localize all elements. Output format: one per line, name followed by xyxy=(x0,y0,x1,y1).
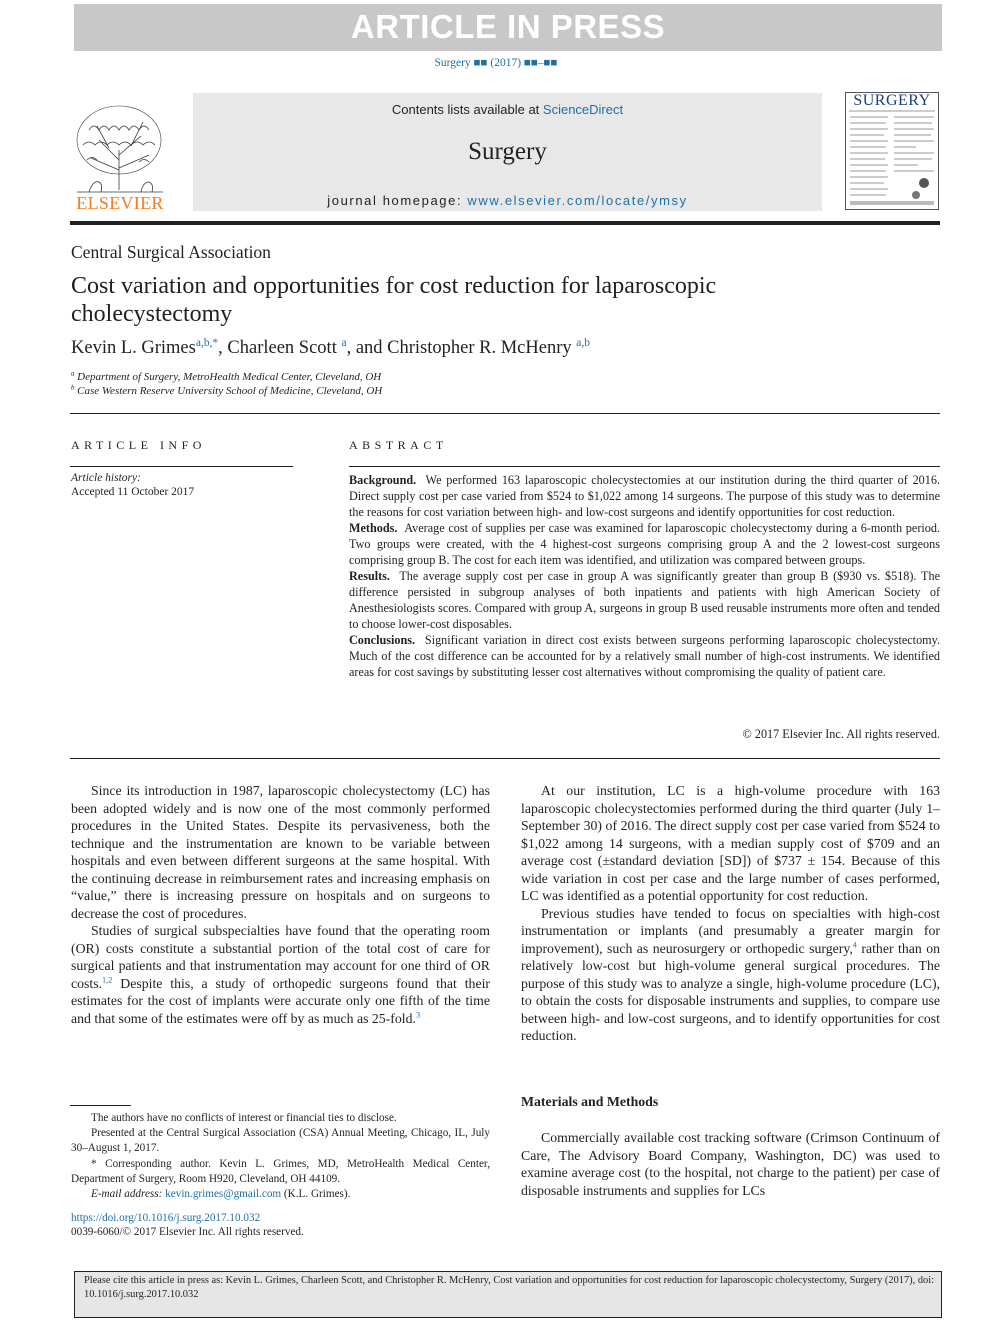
issn-line: 0039-6060/© 2017 Elsevier Inc. All rights reserved. xyxy=(71,1226,304,1238)
doi-link[interactable]: https://doi.org/10.1016/j.surg.2017.10.032 xyxy=(71,1212,261,1224)
homepage-prefix: journal homepage: xyxy=(327,193,468,208)
footnote-conflicts: The authors have no conflicts of interest or financial ties to disclose. xyxy=(91,1112,397,1124)
masthead-divider xyxy=(70,221,940,225)
abstract-section xyxy=(349,568,940,632)
divider xyxy=(70,466,293,467)
divider xyxy=(70,758,940,759)
abstract-section xyxy=(349,632,940,680)
accepted-date: Accepted 11 October 2017 xyxy=(71,486,195,498)
body-paragraph xyxy=(71,922,490,1027)
abstract-heading: ABSTRACT xyxy=(349,438,448,452)
article-title: Cost variation and opportunities for cost reduction for laparoscopic cholecystectomy xyxy=(71,273,717,327)
author-affiliation-marker[interactable]: a,b xyxy=(576,336,590,349)
email-label: E-mail address: xyxy=(91,1188,163,1201)
author-list xyxy=(71,338,590,359)
body-paragraph xyxy=(71,782,490,922)
divider xyxy=(349,466,940,467)
article-in-press-banner: ARTICLE IN PRESS xyxy=(74,4,942,51)
abstract-section-text: Average cost of supplies per case was examined for laparoscopic cholecystectomy during a 6-month period. Two groups were created, with the 4 highest-cost surgeons comprising group A and the 2 lowest-cost surgeons comprising group B. The cost for each item was identified, and utilization was compared between groups. xyxy=(349,521,940,567)
affiliation-mark: a xyxy=(71,370,75,378)
sciencedirect-link[interactable]: ScienceDirect xyxy=(542,102,624,117)
journal-homepage-line xyxy=(193,193,822,208)
author-name: Kevin L. Grimes xyxy=(71,338,196,358)
abstract-section-text: We performed 163 laparoscopic cholecystectomies at our institution during the third quarter of 2016. Direct supply cost per case varied from $524 to $1,022 among 14 surgeons. The purpose of this study was to determine the reasons for cost variation between high- and low-cost surgeons and identify opportunities for cost reduction. xyxy=(349,473,941,519)
body-column-left xyxy=(71,782,490,1027)
paragraph-text: Since its introduction in 1987, laparoscopic cholecystectomy (LC) has been adopted widely and is now one of the most commonly performed procedures in the United States. Despite its pervasiveness, both the technique and the instrumentation are known to be variable between hospitals and even between different surgeons at the same hospital. With the continuing decrease in reimbursement rates and increasing emphasis on “value,” there is increasing pressure on hospitals and on surgeons to decrease the cost of procedures. xyxy=(71,783,490,921)
citation-reference-link[interactable]: 1,2 xyxy=(102,974,113,984)
body-paragraph xyxy=(521,782,940,905)
email-suffix: (K.L. Grimes). xyxy=(281,1188,351,1201)
cite-this-article-text: Please cite this article in press as: Kevin L. Grimes, Charleen Scott, and Christopher R. McHenry, Cost variation and opportunities for cost reduction for laparoscopic cholecystectomy, Surgery (2017), doi: 10.1016/j.surg.2017.10.032 xyxy=(84,1275,934,1300)
author-name: , and Christopher R. McHenry xyxy=(346,338,572,358)
affiliation xyxy=(71,385,382,397)
citation-reference-link[interactable]: 3 xyxy=(415,1009,421,1019)
section-label: Central Surgical Association xyxy=(71,242,271,262)
abstract-section-label: Conclusions. xyxy=(349,633,416,647)
journal-citation-link[interactable]: Surgery ■■ (2017) ■■–■■ xyxy=(434,57,558,69)
author-affiliation-marker[interactable]: a,b, xyxy=(195,336,213,349)
body-column-right xyxy=(521,782,940,1045)
affiliation xyxy=(71,371,381,383)
abstract-section xyxy=(349,520,940,568)
body-paragraph: Commercially available cost tracking software (Crimson Continuum of Care, The Advisory Board Company, Washington, DC) was used to examine average cost (to the hospital, not charge to the patient) per case of disposable instruments and supplies for LCs xyxy=(521,1130,940,1198)
paragraph-text: Previous studies have tended to focus on specialties with high-cost instrumentation or implants (and presumably a greater margin for improvement), such as neurosurgery or orthopedic surgery, xyxy=(521,905,940,956)
affiliation-text: Department of Surgery, MetroHealth Medical Center, Cleveland, OH xyxy=(77,371,382,383)
methods-body xyxy=(521,1129,940,1199)
affiliation-mark: b xyxy=(71,384,75,392)
corresponding-text: Corresponding author. Kevin L. Grimes, MD, MetroHealth Medical Center, Department of Surgery, Room H920, Cleveland, OH 44109. xyxy=(71,1157,490,1185)
elsevier-wordmark: ELSEVIER xyxy=(76,193,164,213)
paragraph-text: Despite this, a study of orthopedic surgeons found that their estimates for the cost of implants were accurate only one fifth of the time and that some of the estimates were off by as much as 25-fold. xyxy=(71,975,490,1026)
footnote-email xyxy=(71,1187,490,1202)
abstract-section-label: Results. xyxy=(349,569,390,583)
cover-title: SURGERY xyxy=(853,92,931,109)
author-affiliation-marker[interactable]: a xyxy=(341,336,347,349)
corresponding-author-marker[interactable]: * xyxy=(212,336,219,349)
citation-reference-link[interactable]: 4 xyxy=(852,939,857,949)
body-paragraph xyxy=(521,905,940,1045)
abstract-section-text: Significant variation in direct cost exists between surgeons performing laparoscopic cholecystectomy. Much of the cost difference can be accounted for by a relatively small number of high-cost instruments. We identified areas for cost savings by substituting lesser cost alternatives without compromising the quality of patient care. xyxy=(349,633,940,679)
footnote-presented: Presented at the Central Surgical Association (CSA) Annual Meeting, Chicago, IL, July 30–August 1, 2017. xyxy=(71,1127,490,1155)
homepage-link[interactable]: www.elsevier.com/locate/ymsy xyxy=(467,193,688,208)
contents-prefix: Contents lists available at xyxy=(391,102,543,117)
author-name: , Charleen Scott xyxy=(218,338,337,358)
paragraph-text: rather than on relatively low-cost but high-volume general surgical procedures. The purpose of this study was to analyze a single, high-volume procedure (LC), to obtain the costs for disposable instruments and supplies, to compare use between high- and low-cost surgeons, and to identify opportunities for cost reduction. xyxy=(521,940,940,1043)
article-history-label: Article history: xyxy=(71,472,141,484)
affiliation-text: Case Western Reserve University School of Medicine, Cleveland, OH xyxy=(77,385,383,397)
abstract-section-label: Background. xyxy=(349,473,417,487)
contents-line xyxy=(193,102,822,117)
corresponding-mark: * xyxy=(91,1157,97,1170)
cover-contents-icon xyxy=(846,93,938,209)
abstract-section xyxy=(349,472,940,520)
journal-name: Surgery xyxy=(468,138,547,165)
paragraph-text: At our institution, LC is a high-volume procedure with 163 laparoscopic cholecystectomies performed during the third quarter (July 1–September 30) of 2016. The direct supply cost per case varied from $524 to $1,022 among 14 surgeons, with a median supply cost of $709 and an average cost (±standard deviation [SD]) of $737 ± 154. Because of this wide variation in cost per case and the large number of cases performed, LC was identified as a potential opportunity for cost reduction. xyxy=(521,783,940,903)
footnotes xyxy=(71,1111,490,1202)
abstract-section-text: The average supply cost per case in group A was significantly greater than group B ($930 vs. $518). The difference persisted in subgroup analyses of both inpatients and patients with high American Society of Anesthesiologists scores. Compared with group A, surgeons in group B used reusable instruments more often and tended to choose lower-cost disposables. xyxy=(349,569,940,631)
abstract-section-label: Methods. xyxy=(349,521,398,535)
abstract-copyright: © 2017 Elsevier Inc. All rights reserved. xyxy=(742,727,940,741)
paragraph-text: Studies of surgical subspecialties have found that the operating room (OR) costs constitute a substantial portion of the total cost of care for surgical patients and that instrumentation may account for one third of OR costs. xyxy=(71,923,490,991)
footnote-corresponding xyxy=(71,1157,490,1187)
footnote-divider xyxy=(70,1105,131,1106)
methods-heading: Materials and Methods xyxy=(521,1094,659,1109)
abstract-body xyxy=(349,472,940,680)
email-link[interactable]: kevin.grimes@gmail.com xyxy=(165,1188,282,1201)
article-info-heading: ARTICLE INFO xyxy=(71,438,206,452)
divider xyxy=(70,413,940,414)
